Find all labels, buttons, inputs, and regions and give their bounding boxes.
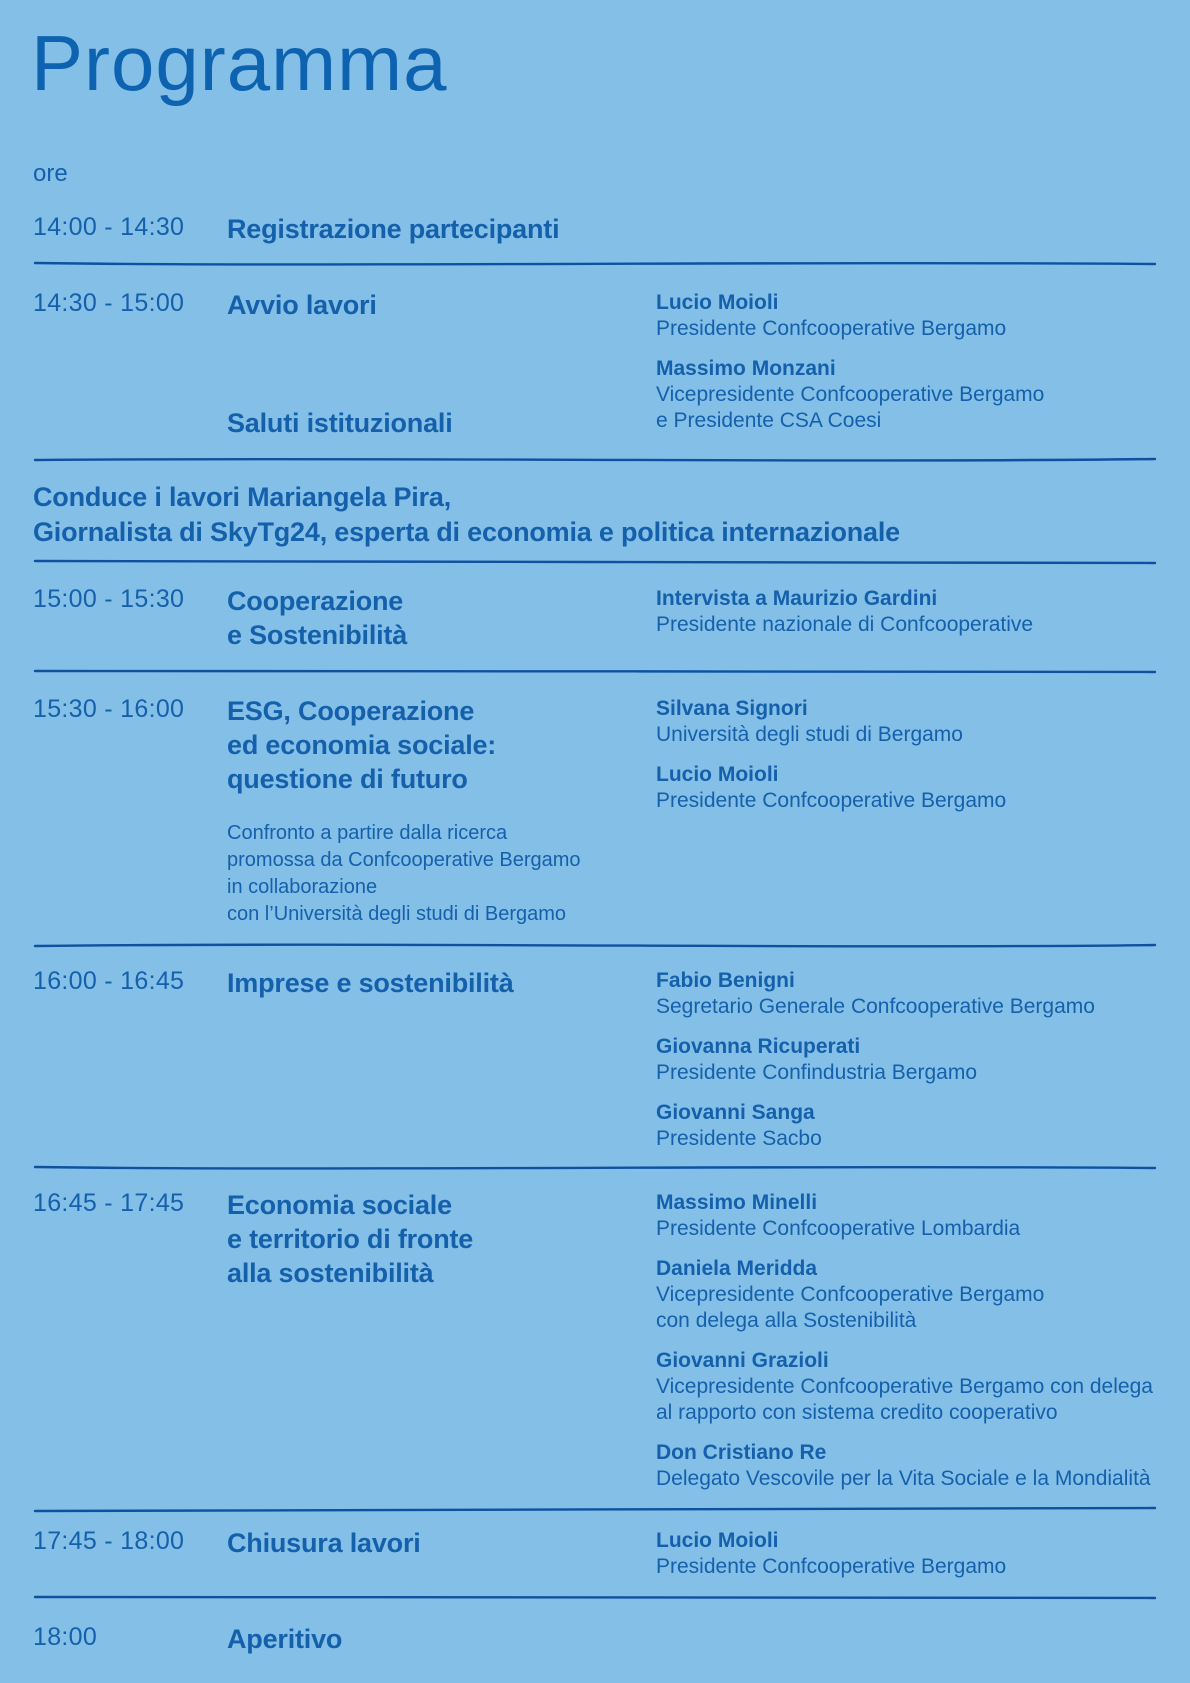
- speaker-name: Daniela Meridda: [656, 1257, 818, 1280]
- divider-line: [33, 1506, 1157, 1514]
- speaker-name: Giovanni Grazioli: [656, 1349, 829, 1372]
- session-time: 17:45 - 18:00: [33, 1527, 185, 1555]
- speaker-role: al rapporto con sistema credito cooperativo: [656, 1401, 1058, 1424]
- speaker-role: Presidente Confindustria Bergamo: [656, 1061, 978, 1084]
- session-title: [227, 1526, 656, 1580]
- session-time: 15:30 - 16:00: [33, 695, 185, 723]
- session-time: 16:00 - 16:45: [33, 967, 185, 995]
- speaker-list: [656, 694, 1157, 928]
- session-time: 15:00 - 15:30: [33, 585, 185, 613]
- speaker: [656, 1100, 1157, 1152]
- speaker: [656, 1348, 1157, 1426]
- session-title: [227, 694, 656, 796]
- speaker-list: [656, 966, 1157, 1152]
- session-title-cell: [227, 288, 656, 440]
- session-title-cell: [227, 694, 656, 928]
- session-title: [227, 288, 656, 322]
- speaker: [656, 1440, 1157, 1492]
- session-title-line: Registrazione partecipanti: [227, 214, 560, 244]
- session-row-aperitivo: [33, 1602, 1157, 1656]
- session-time: 18:00: [33, 1623, 98, 1651]
- speaker-name: Lucio Moioli: [656, 763, 779, 786]
- speaker-name: Giovanni Sanga: [656, 1101, 815, 1124]
- speaker-list: [656, 584, 1157, 652]
- speaker: [656, 1256, 1157, 1334]
- speaker-name: Giovanna Ricuperati: [656, 1035, 861, 1058]
- divider-line: [33, 1594, 1157, 1602]
- session-title-line: alla sostenibilità: [227, 1258, 434, 1288]
- speaker-role: Segretario Generale Confcooperative Bergamo: [656, 995, 1095, 1018]
- session-title-line: Avvio lavori: [227, 290, 377, 320]
- speaker-role: Presidente Confcooperative Bergamo: [656, 1555, 1007, 1578]
- session-title: [227, 584, 656, 652]
- host-note-line: Giornalista di SkyTg24, esperta di economia e politica internazionale: [33, 517, 900, 547]
- host-note: [33, 464, 1157, 558]
- session-title-line: Economia sociale: [227, 1190, 452, 1220]
- speaker-role: Presidente Confcooperative Lombardia: [656, 1217, 1021, 1240]
- session-time: 16:45 - 17:45: [33, 1189, 185, 1217]
- host-note-text: [33, 480, 1157, 550]
- speaker-name: Fabio Benigni: [656, 969, 795, 992]
- session-title-line: Imprese e sostenibilità: [227, 968, 514, 998]
- session-title-line: e Sostenibilità: [227, 620, 408, 650]
- speaker-role: Presidente Confcooperative Bergamo: [656, 317, 1007, 340]
- speaker: [656, 586, 1157, 638]
- speaker-name: Don Cristiano Re: [656, 1441, 827, 1464]
- session-title: [227, 212, 656, 246]
- speaker: [656, 968, 1157, 1020]
- speaker: [656, 1190, 1157, 1242]
- session-time: 14:30 - 15:00: [33, 289, 185, 317]
- session-title-line: ed economia sociale:: [227, 730, 497, 760]
- session-subtitle: Saluti istituzionali: [227, 408, 453, 438]
- session-title: [227, 1188, 656, 1492]
- speaker-list: [656, 288, 1157, 440]
- speaker-role: Vicepresidente Confcooperative Bergamo: [656, 1283, 1045, 1306]
- speaker: [656, 1034, 1157, 1086]
- divider-line: [33, 668, 1157, 676]
- speaker-name: Massimo Minelli: [656, 1191, 818, 1214]
- session-note-line: Confronto a partire dalla ricerca: [227, 822, 508, 844]
- session-row-cooperazione: [33, 566, 1157, 668]
- speaker-name: Massimo Monzani: [656, 357, 836, 380]
- speaker-role: e Presidente CSA Coesi: [656, 409, 882, 432]
- session-row-esg: [33, 676, 1157, 942]
- session-row-chiusura: [33, 1514, 1157, 1594]
- page-title: Programma: [31, 19, 448, 107]
- speaker: [656, 1528, 1157, 1580]
- session-title: [227, 966, 656, 1152]
- session-title-line: ESG, Cooperazione: [227, 696, 475, 726]
- speaker-role: Presidente Confcooperative Bergamo: [656, 789, 1007, 812]
- speaker-role: Delegato Vescovile per la Vita Sociale e la Mondialità: [656, 1467, 1151, 1490]
- session-note: [227, 820, 607, 928]
- divider-line: [33, 942, 1157, 950]
- session-time: 14:00 - 14:30: [33, 213, 185, 241]
- speaker-role: Università degli studi di Bergamo: [656, 723, 963, 746]
- session-row-economia-sociale: [33, 1172, 1157, 1506]
- speaker-role: Presidente nazionale di Confcooperative: [656, 613, 1034, 636]
- speaker-list: [656, 1526, 1157, 1580]
- session-title-line: Chiusura lavori: [227, 1528, 421, 1558]
- speaker: [656, 290, 1157, 342]
- speaker: [656, 356, 1157, 434]
- session-row-avvio-lavori: [33, 268, 1157, 456]
- session-row-imprese: [33, 950, 1157, 1164]
- session-title-line: e territorio di fronte: [227, 1224, 474, 1254]
- session-note-line: promossa da Confcooperative Bergamo: [227, 849, 581, 871]
- speaker: [656, 762, 1157, 814]
- time-column-header: ore: [33, 160, 68, 187]
- session-title-line: questione di futuro: [227, 764, 468, 794]
- session-title: [227, 1622, 656, 1656]
- speaker-role: Presidente Sacbo: [656, 1127, 822, 1150]
- speaker-name: Silvana Signori: [656, 697, 808, 720]
- divider-line: [33, 1164, 1157, 1172]
- host-note-line: Conduce i lavori Mariangela Pira,: [33, 482, 452, 512]
- divider-line: [33, 260, 1157, 268]
- speaker-name: Lucio Moioli: [656, 1529, 779, 1552]
- speaker: [656, 696, 1157, 748]
- speaker-role: con delega alla Sostenibilità: [656, 1309, 917, 1332]
- session-note-line: con l’Università degli studi di Bergamo: [227, 903, 567, 925]
- session-row-registrazione: [33, 188, 1157, 260]
- divider-line: [33, 558, 1157, 566]
- session-title-line: Aperitivo: [227, 1624, 343, 1654]
- session-note-line: in collaborazione: [227, 876, 378, 898]
- divider-line: [33, 456, 1157, 464]
- session-title-line: Cooperazione: [227, 586, 404, 616]
- speaker-name: Lucio Moioli: [656, 291, 779, 314]
- speaker-name: Intervista a Maurizio Gardini: [656, 587, 938, 610]
- speaker-role: Vicepresidente Confcooperative Bergamo con delega: [656, 1375, 1153, 1398]
- speaker-list: [656, 1188, 1157, 1492]
- speaker-role: Vicepresidente Confcooperative Bergamo: [656, 383, 1045, 406]
